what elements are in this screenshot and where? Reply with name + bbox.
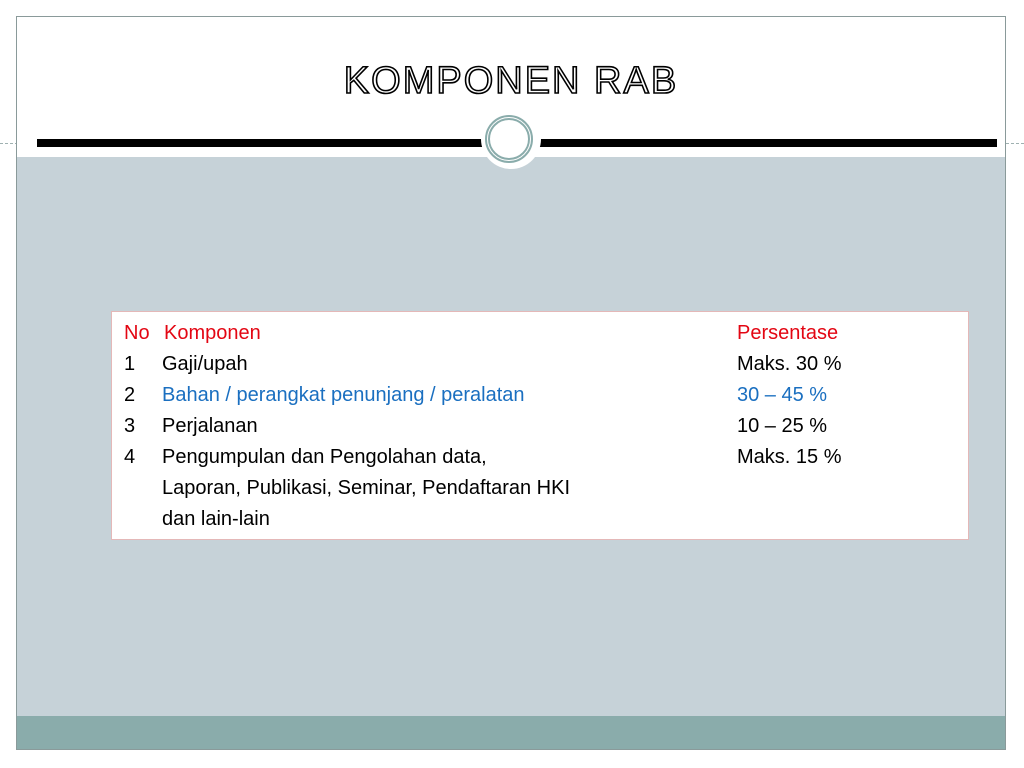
header-persentase: Persentase <box>737 322 839 344</box>
row-komponen: Pengumpulan dan Pengolahan data, <box>162 446 487 468</box>
table-row-continuation <box>112 504 968 535</box>
rab-table <box>111 311 969 540</box>
footer-band <box>17 716 1005 750</box>
row-komponen: Perjalanan <box>162 415 258 437</box>
table-row <box>112 442 968 473</box>
header-komponen: Komponen <box>164 322 261 344</box>
table-row <box>112 349 968 380</box>
row-komponen-line-3: dan lain-lain <box>162 508 270 530</box>
table-row <box>112 380 968 411</box>
table-row-continuation <box>112 473 968 504</box>
row-no: 3 <box>124 415 136 437</box>
table-row <box>112 411 968 442</box>
row-persentase: 30 – 45 % <box>737 384 828 406</box>
row-persentase: Maks. 30 % <box>737 353 842 375</box>
row-komponen: Gaji/upah <box>162 353 248 375</box>
slide-title: KOMPONEN RAB <box>343 60 679 102</box>
row-no: 4 <box>124 446 136 468</box>
row-no: 1 <box>124 353 136 375</box>
header-no: No <box>124 322 150 344</box>
row-persentase: Maks. 15 % <box>737 446 842 468</box>
row-no: 2 <box>124 384 136 406</box>
circle-emblem-inner-icon <box>488 118 530 160</box>
row-persentase: 10 – 25 % <box>737 415 828 437</box>
row-komponen-line-2: Laporan, Publikasi, Seminar, Pendaftaran HKI <box>162 477 571 499</box>
row-komponen: Bahan / perangkat penunjang / peralatan <box>162 384 525 406</box>
table-header-row <box>112 318 968 349</box>
